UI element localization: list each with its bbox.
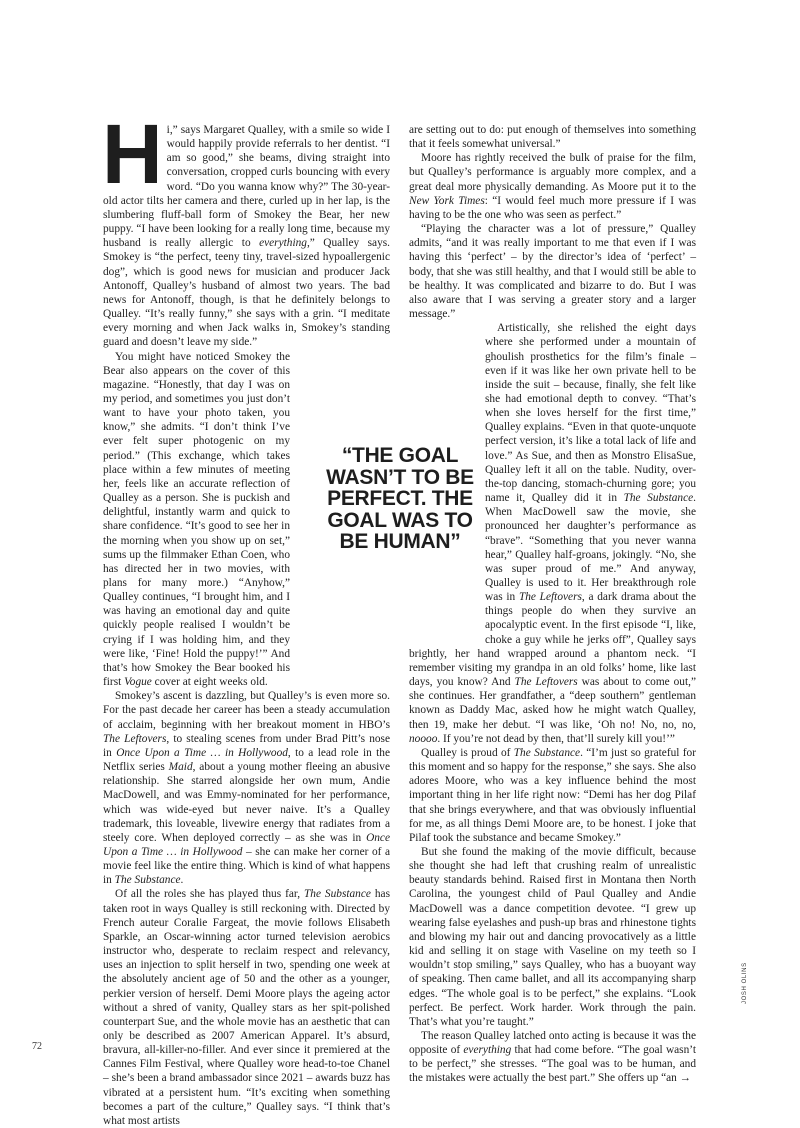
photo-credit: JOSH OLINS xyxy=(742,962,748,1004)
article-paragraph: Smokey’s ascent is dazzling, but Qualley’s is even more so. For the past decade her career has been a steady accumulation of acclaim, beginning with her breakout moment in HBO’s The Leftovers, to stealing scenes from under Brad Pitt’s nose in Once Upon a Time … in Hollywood, to a lead role in the Netflix series Maid, about a young mother fleeing an abusive relationship. She starred alongside her own mum, Andie MacDowell, and was Emmy-nominated for her performance, which was wide-eyed but never naive. It’s a Qualley trademark, this loveable, livewire energy that radiates from a steely core. When deployed correctly – as she was in Once Upon a Time … in Hollywood – she can make her corner of a movie feel like the entire thing. Which is kind of what happens in The Substance. xyxy=(103,690,390,887)
page-number: 72 xyxy=(32,1041,42,1052)
pull-quote: “THE GOAL WASN’T TO BE PERFECT. THE GOAL WAS TO BE HUMAN” xyxy=(326,444,474,553)
article-paragraph: The reason Qualley latched onto acting is because it was the opposite of everything that had come before. “The goal wasn’t to be perfect,” she stresses. “The goal was to be human, and the mistakes were actually the best part.” She offers up “an → xyxy=(409,1030,696,1085)
paragraph-text: Artistically, she relished the eight days where she performed under a mountain of ghoulish prosthetics for the film’s finale – even if it was like her own private hell to be inside the suit – because, finally, she felt like she had emotional depth to convey. “That’s when she loves herself for the first time,” Qualley explains. “Even in that quote-unquote perfect version, it’s like a total lack of life and love.” As Sue, and then as Monstro ElisaSue, Qualley left it all on the table. Nudity, over-the-top dancing, stomach-churning gore; you name it, Qualley did it in The Substance. When MacDowell saw the movie, she pronounced her daughter’s performance as “brave”. “Something that you never wanna hear,” Qualley half-groans, jokingly. “No, she was super proud of me.” And anyway, Qualley is used to it. Her breakthrough role was in The Leftovers, a dark drama about the things people do when they survive an apocalyptic event. In the first episode “I, like, choke a guy while he jerks off”, Qualley says brightly, her hand wrapped around a phantom neck. “I remember visiting my grandpa in an old folks’ home, like last days, you know? And The Leftovers was about to come out,” she continues. Her grandfather, a “deep southern” gentleman known as Daddy Mac, asked how he might watch Qualley, then 19, make her debut. “I was like, ‘Oh no! No, no, no, noooo. If you’re not dead by then, that’ll surely kill you!’” xyxy=(409,322,696,745)
article-paragraph: But she found the making of the movie difficult, because she thought she had left that crushing realm of unrealistic beauty standards behind. Raised first in Montana then North Carolina, the youngest child of Paul Qualley and Andie MacDowell was a dance competition devotee. “I grew up wearing false eyelashes and push-up bras and rhinestone tights and blowing my hair out and dancing provocatively as a little kid and selling it on stage with Vaseline on my teeth so I wouldn’t stop smiling,” says Qualley, who has a buoyant way of speaking. Then came ballet, and all its accompanying sharp edges. “The whole goal is to be perfect,” she explains. “Look perfect. Be perfect. Work harder. Work through the pain. That’s what you’re taught.” xyxy=(409,845,696,1028)
article-paragraph: are setting out to do: put enough of themselves into something that it feels somewhat universal.” xyxy=(409,124,696,151)
article-paragraph xyxy=(102,107,390,350)
drop-cap: H xyxy=(102,107,161,201)
article-paragraph: Qualley is proud of The Substance. “I’m just so grateful for this moment and so happy for the response,” she says. She also adores Moore, who was a key influence behind the most important thing in her life right now: “Demi has her dog Pilaf that she brings everywhere, and that was obviously influential for me, as all things Demi Moore are, to be honest. I joke that Pilaf took the substance and became Smokey.” xyxy=(409,746,696,844)
article-paragraph: Of all the roles she has played thus far, The Substance has taken root in ways Qualley is still reckoning with. Directed by French auteur Coralie Fargeat, the movie follows Elisabeth Sparkle, an Oscar-winning actor turned television aerobics instructor who, desperate to reclaim respect and relevancy, uses an injection to split herself in two, spending one week at the absolutely ancient age of 50 and the other as a younger, perkier version of herself. Demi Moore plays the ageing actor without a shred of vanity, Qualley stars as her spit-polished counterpart Sue, and the whole movie has an aesthetic that can only be described as 2007 American Apparel. It’s absurd, bravura, all-killer-no-filler. And ever since it premiered at the Cannes Film Festival, where Qualley wore head-to-toe Chanel – she’s been a brand ambassador since 2021 – awards buzz has vibrated at a persistent hum. “It’s exciting when something becomes a part of the culture,” Qualley says. “I think that’s what most artists xyxy=(103,888,390,1127)
paragraph-text: i,” says Margaret Qualley, with a smile so wide I would happily provide referrals to her dentist. “I am so good,” she beams, diving straight into conversation, cropped curls bouncing with every word. “Do you wanna know why?” The 30-year-old actor tilts her camera and there, curled up in her lap, is the slumbering fluff-ball form of Smokey the Bear, her new puppy. “I have been looking for a really long time, because my husband is really allergic to everything,” Qualley says. Smokey is “the perfect, teeny tiny, travel-sized hypoallergenic dog”, which is good news for musician and producer Jack Antonoff, Qualley’s husband of almost two years. The bad news for Antonoff, though, is that he definitely belongs to Qualley. “It’s really funny,” she says with a grin. “I meditate every morning and when Jack walks in, Smokey’s standing guard and doesn’t leave my side.” xyxy=(103,124,390,349)
article-left-column xyxy=(102,107,390,1128)
article-paragraph: “Playing the character was a lot of pressure,” Qualley admits, “and it was really important to me that even if I was having this ‘perfect’ – by the director’s idea of ‘perfect’ – body, that she was still healthy, and that I would still be able to be healthy. It was complicated and bizarre to do. But I was also aware that I was serving a greater story and a larger message.” xyxy=(409,223,696,321)
article-right-column xyxy=(409,123,696,1086)
article-paragraph: Moore has rightly received the bulk of praise for the film, but Qualley’s performance is arguably more complex, and a great deal more physically demanding. As Moore put it to the New York Times: “I would feel much more pressure if I was having to be the one who was seen as perfect.” xyxy=(409,152,696,221)
paragraph-text: You might have noticed Smokey the Bear also appears on the cover of this magazine. “Honestly, that day I was on my period, and sometimes you just don’t want to have your photo taken, you know,” she admits. “I don’t think I’ve ever felt super photogenic on my period.” (This exchange, which takes place within a few minutes of meeting her, feels like an accurate reflection of Qualley as a person. She is puckish and delightful, instantly warm and quick to share confidence. “It’s good to see her in the morning when you show up on set,” sums up the filmmaker Ethan Coen, who has directed her in two movies, with plans for many more.) “Anyhow,” Qualley continues, “I brought him, and I was having an emotional day and quite quickly people realised I wouldn’t be crying if I was holding him, and they were like, ‘Fine! Hold the puppy!’” And that’s how Smokey the Bear booked his first Vogue cover at eight weeks old. xyxy=(103,350,290,689)
